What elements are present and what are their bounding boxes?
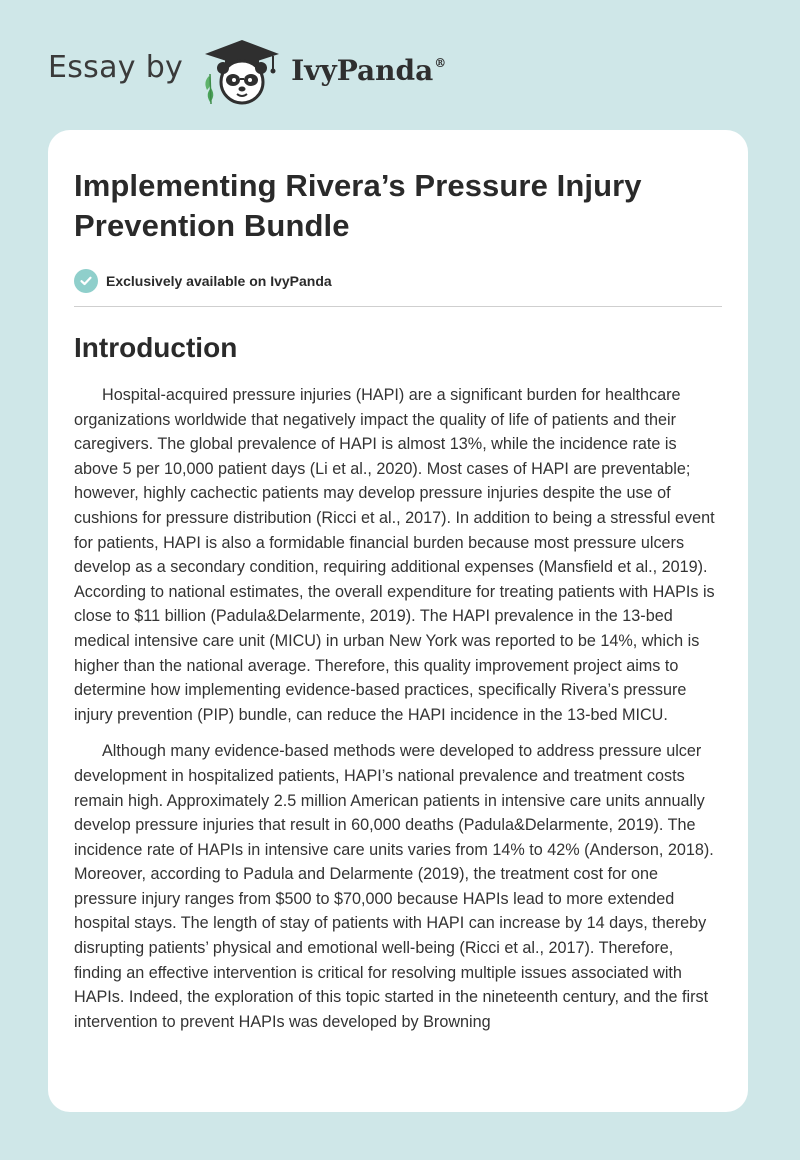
brand-name[interactable] [291,54,446,87]
paragraph-2: Although many evidence-based methods were developed to address pressure ulcer development in hospitalized patients, HAPI’s national prevalence and treatment costs remain high. Approximately 2.5 million American patients in intensive care units annually develop pressure injuries that result in 60,000 deaths (Padula&Delarmente, 2019). The incidence rate of HAPIs in intensive care units varies from 14% to 42% (Anderson, 2018). Moreover, according to Padula and Delarmente (2019), the treatment cost for one pressure injury ranges from $500 to $70,000 because HAPIs lead to more extended hospital stays. The length of stay of patients with HAPI can increase by 14 days, thereby disrupting patients’ physical and emotional well-being (Ricci et al., 2017). Therefore, finding an effective intervention is critical for resolving multiple issues associated with HAPIs. Indeed, the exploration of this topic started in the nineteenth century, and the first intervention to prevent HAPIs was developed by Browning [74,742,714,1031]
check-circle-icon [74,269,98,293]
paragraph-1: Hospital-acquired pressure injuries (HAPI) are a significant burden for healthcare organizations worldwide that negatively impact the quality of life of patients and their caregivers. The global prevalence of HAPI is almost 13%, while the incidence rate is above 5 per 10,000 patient days (Li et al., 2020). Most cases of HAPI are preventable; however, highly cachectic patients may develop pressure injuries despite the use of cushions for pressure distribution (Ricci et al., 2017). In addition to being a stressful event for patients, HAPI is also a formidable financial burden because most pressure ulcers develop as a secondary condition, requiring additional expenses (Mansfield et al., 2019). According to national estimates, the overall expenditure for treating patients with HAPIs is close to $11 billion (Padula&Delarmente, 2019). The HAPI prevalence in the 13-bed medical intensive care unit (MICU) in urban New York was reported to be 14%, which is higher than the national average. Therefore, this quality improvement project aims to determine how implementing evidence-based practices, specifically Rivera’s pressure injury prevention (PIP) bundle, can reduce the HAPI incidence in the 13-bed MICU. [74,386,715,724]
article-card [48,130,748,1112]
article-title: Implementing Rivera’s Pressure Injury Prevention Bundle [74,168,642,243]
essay-by-label: Essay by [48,49,184,85]
divider [74,306,722,307]
checkmark-icon [79,274,93,288]
exclusive-text: Exclusively available on IvyPanda [106,273,332,289]
exclusive-badge [74,268,722,294]
site-header [48,36,446,106]
registered-mark: ® [434,55,447,70]
panda-logo-icon[interactable] [197,36,287,106]
section-heading: Introduction [74,332,238,363]
brand-text: IvyPanda [291,53,434,87]
